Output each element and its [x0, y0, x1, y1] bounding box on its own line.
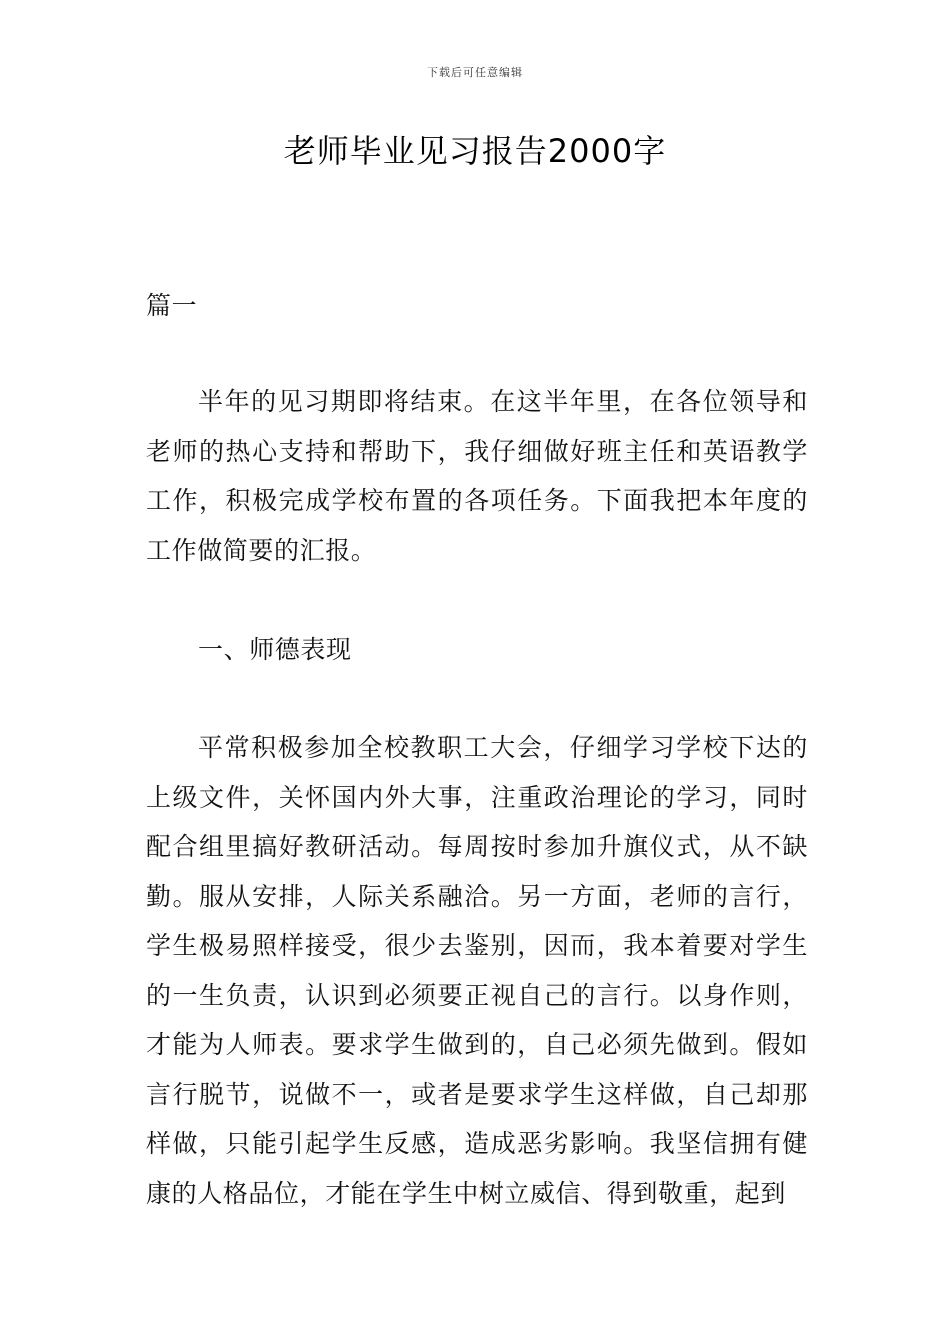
document-title: 老师毕业见习报告2000字: [283, 132, 667, 170]
section-label: 篇一: [146, 291, 198, 320]
section-heading-ethics: 一、师德表现: [198, 635, 352, 664]
paragraph-intro: 半年的见习期即将结束。在这半年里，在各位领导和老师的热心支持和帮助下，我仔细做好班主任和英语教学工作，积极完成学校布置的各项任务。下面我把本年度的工作做简要的汇报。: [146, 387, 808, 565]
paragraph-ethics: 平常积极参加全校教职工大会，仔细学习学校下达的上级文件，关怀国内外大事，注重政治理论的学习，同时配合组里搞好教研活动。每周按时参加升旗仪式，从不缺勤。服从安排，人际关系融洽。另一方面，老师的言行，学生极易照样接受，很少去鉴别，因而，我本着要对学生的一生负责，认识到必须要正视自己的言行。以身作则，才能为人师表。要求学生做到的，自己必须先做到。假如言行脱节，说做不一，或者是要求学生这样做，自己却那样做，只能引起学生反感，造成恶劣影响。我坚信拥有健康的人格品位，才能在学生中树立威信、得到敬重，起到: [146, 733, 808, 1208]
header-note: 下载后可任意编辑: [427, 66, 523, 79]
